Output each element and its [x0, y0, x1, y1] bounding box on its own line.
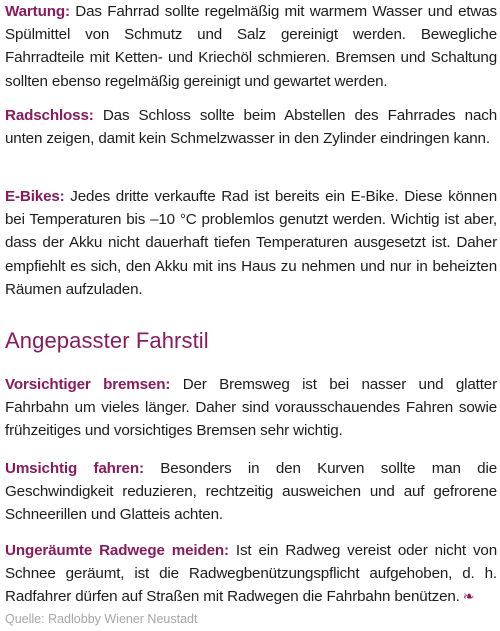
- paragraph-braking-text: Der Bremsweg ist bei nasser und glatter Fahrbahn um vieles länger. Daher sind vorausschauendes Fahren sowie frühzeitiges und vorsichtiges Bremsen sehr wichtig.: [5, 376, 497, 440]
- source-credit: Quelle: Radlobby Wiener Neustadt: [5, 612, 198, 626]
- keyword-bike-paths: Ungeräumte Radwege meiden:: [5, 542, 229, 559]
- keyword-braking: Vorsichtiger bremsen:: [5, 376, 171, 393]
- keyword-maintenance: Wartung:: [5, 3, 70, 20]
- section-heading: Angepasster Fahrstil: [5, 328, 209, 353]
- paragraph-maintenance: [5, 0, 497, 93]
- keyword-careful-riding: Umsichtig fahren:: [5, 460, 144, 477]
- paragraph-lock: [5, 104, 497, 150]
- keyword-lock: Radschloss:: [5, 107, 94, 124]
- paragraph-maintenance-text: Das Fahrrad sollte regelmäßig mit warmem Wasser und etwas Spülmittel von Schmutz und Salz gereinigt werden. Bewegliche Fahrradteile mit Ketten- und Kriechöl schmieren. Bremsen und Schaltung sollten ebenso regelmäßig gereinigt und gewartet werden.: [5, 3, 497, 90]
- paragraph-lock-text: Das Schloss sollte beim Abstellen des Fahrrades nach unten zeigen, damit kein Schmelzwasser in den Zylinder eindringen kann.: [5, 107, 497, 148]
- fleuron-end-mark-icon: ❧: [462, 588, 475, 605]
- paragraph-ebikes: [5, 185, 497, 301]
- paragraph-ebikes-text: Jedes dritte verkaufte Rad ist bereits ein E-Bike. Diese können bei Temperaturen bis –10 °C problemlos genutzt werden. Wichtig ist aber, dass der Akku nicht dauerhaft tiefen Temperaturen ausgesetzt ist. Daher empfiehlt es sich, den Akku mit ins Haus zu nehmen und nur in beheizten Räumen aufzuladen.: [5, 188, 497, 298]
- paragraph-bike-paths: [5, 539, 497, 609]
- paragraph-careful-riding-text: Besonders in den Kurven sollte man die Geschwindigkeit reduzieren, rechtzeitig ausweichen und auf gefrorene Schneerillen und Glatteis achten.: [5, 460, 498, 524]
- paragraph-careful-riding: [5, 457, 497, 527]
- paragraph-bike-paths-text: Ist ein Radweg vereist oder nicht von Schnee geräumt, ist die Radwegbenützungspflicht aufgehoben, d. h. Radfahrer dürfen auf Straßen mit Radwegen die Fahrbahn benützen.: [5, 542, 497, 606]
- paragraph-braking: [5, 373, 497, 443]
- keyword-ebikes: E-Bikes:: [5, 188, 65, 205]
